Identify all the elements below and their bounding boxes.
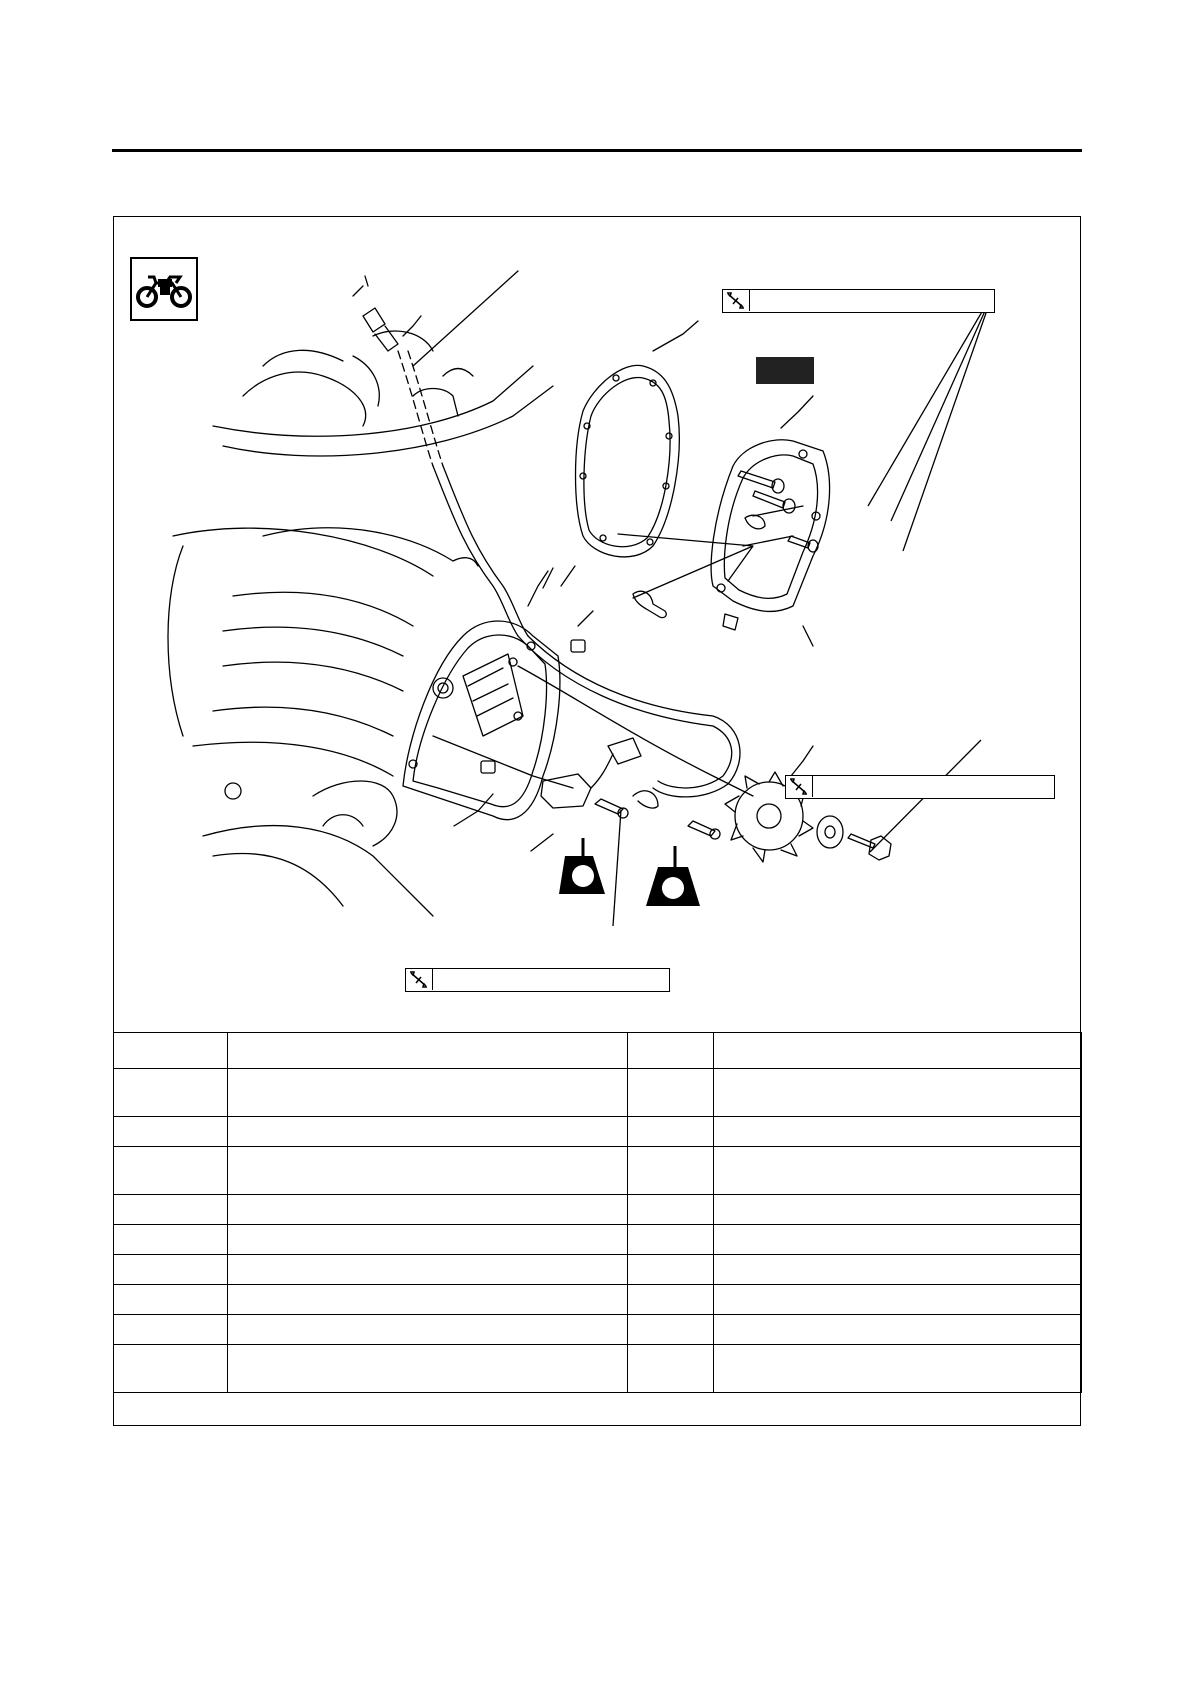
table-cell xyxy=(628,1345,714,1393)
table-cell xyxy=(714,1255,1082,1285)
table-cell xyxy=(114,1285,228,1315)
table-row xyxy=(114,1285,1082,1315)
table-cell xyxy=(714,1345,1082,1393)
engine-fins xyxy=(173,528,433,576)
table-row xyxy=(114,1225,1082,1255)
table-cell xyxy=(714,1315,1082,1345)
table-cell xyxy=(628,1315,714,1345)
frame-tube xyxy=(213,366,533,436)
table-row xyxy=(114,1117,1082,1147)
table-cell xyxy=(114,1315,228,1345)
table-cell xyxy=(228,1285,628,1315)
torque-wrench-icon xyxy=(406,969,433,990)
torque-wrench-icon xyxy=(786,776,813,797)
table-cell xyxy=(114,1117,228,1147)
washer xyxy=(817,816,843,848)
thread-lock-icon xyxy=(559,838,605,894)
parts-table xyxy=(113,1032,1082,1393)
table-cell xyxy=(228,1033,628,1069)
table-cell xyxy=(714,1117,1082,1147)
speed-sensor xyxy=(541,774,591,808)
table-cell xyxy=(114,1033,228,1069)
wire-harness xyxy=(398,351,433,466)
table-row xyxy=(114,1033,1082,1069)
table-cell xyxy=(228,1315,628,1345)
torque-label-top xyxy=(722,289,995,313)
table-row xyxy=(114,1315,1082,1345)
table-cell xyxy=(628,1255,714,1285)
table-cell xyxy=(714,1147,1082,1195)
table-cell xyxy=(628,1147,714,1195)
table-row xyxy=(114,1345,1082,1393)
engine-cover-outline xyxy=(403,621,560,820)
torque-label-middle xyxy=(785,775,1055,799)
table-cell xyxy=(114,1195,228,1225)
table-cell xyxy=(714,1225,1082,1255)
header-rule xyxy=(112,149,1082,152)
lt-badge xyxy=(756,357,814,384)
table-row xyxy=(114,1255,1082,1285)
torque-wrench-icon xyxy=(723,290,750,311)
frame-tube xyxy=(223,386,553,456)
table-cell xyxy=(714,1069,1082,1117)
table-cell xyxy=(228,1147,628,1195)
thread-lock-icon xyxy=(646,846,700,906)
table-cell xyxy=(114,1147,228,1195)
table-cell xyxy=(228,1117,628,1147)
table-cell xyxy=(114,1225,228,1255)
table-cell xyxy=(714,1195,1082,1225)
table-row xyxy=(114,1195,1082,1225)
table-cell xyxy=(714,1285,1082,1315)
table-row xyxy=(114,1069,1082,1117)
table-cell xyxy=(628,1033,714,1069)
table-cell xyxy=(628,1195,714,1225)
table-cell xyxy=(628,1285,714,1315)
table-cell xyxy=(228,1195,628,1225)
table-cell xyxy=(228,1069,628,1117)
table-cell xyxy=(114,1069,228,1117)
table-cell xyxy=(228,1345,628,1393)
exploded-diagram xyxy=(113,216,1081,1016)
table-cell xyxy=(114,1345,228,1393)
table-cell xyxy=(228,1255,628,1285)
table-cell xyxy=(628,1117,714,1147)
table-cell xyxy=(628,1069,714,1117)
torque-label-bottom xyxy=(405,968,670,992)
table-row xyxy=(114,1147,1082,1195)
table-cell xyxy=(228,1225,628,1255)
table-cell xyxy=(714,1033,1082,1069)
sprocket-cover xyxy=(711,440,829,612)
table-cell xyxy=(628,1225,714,1255)
table-cell xyxy=(114,1255,228,1285)
